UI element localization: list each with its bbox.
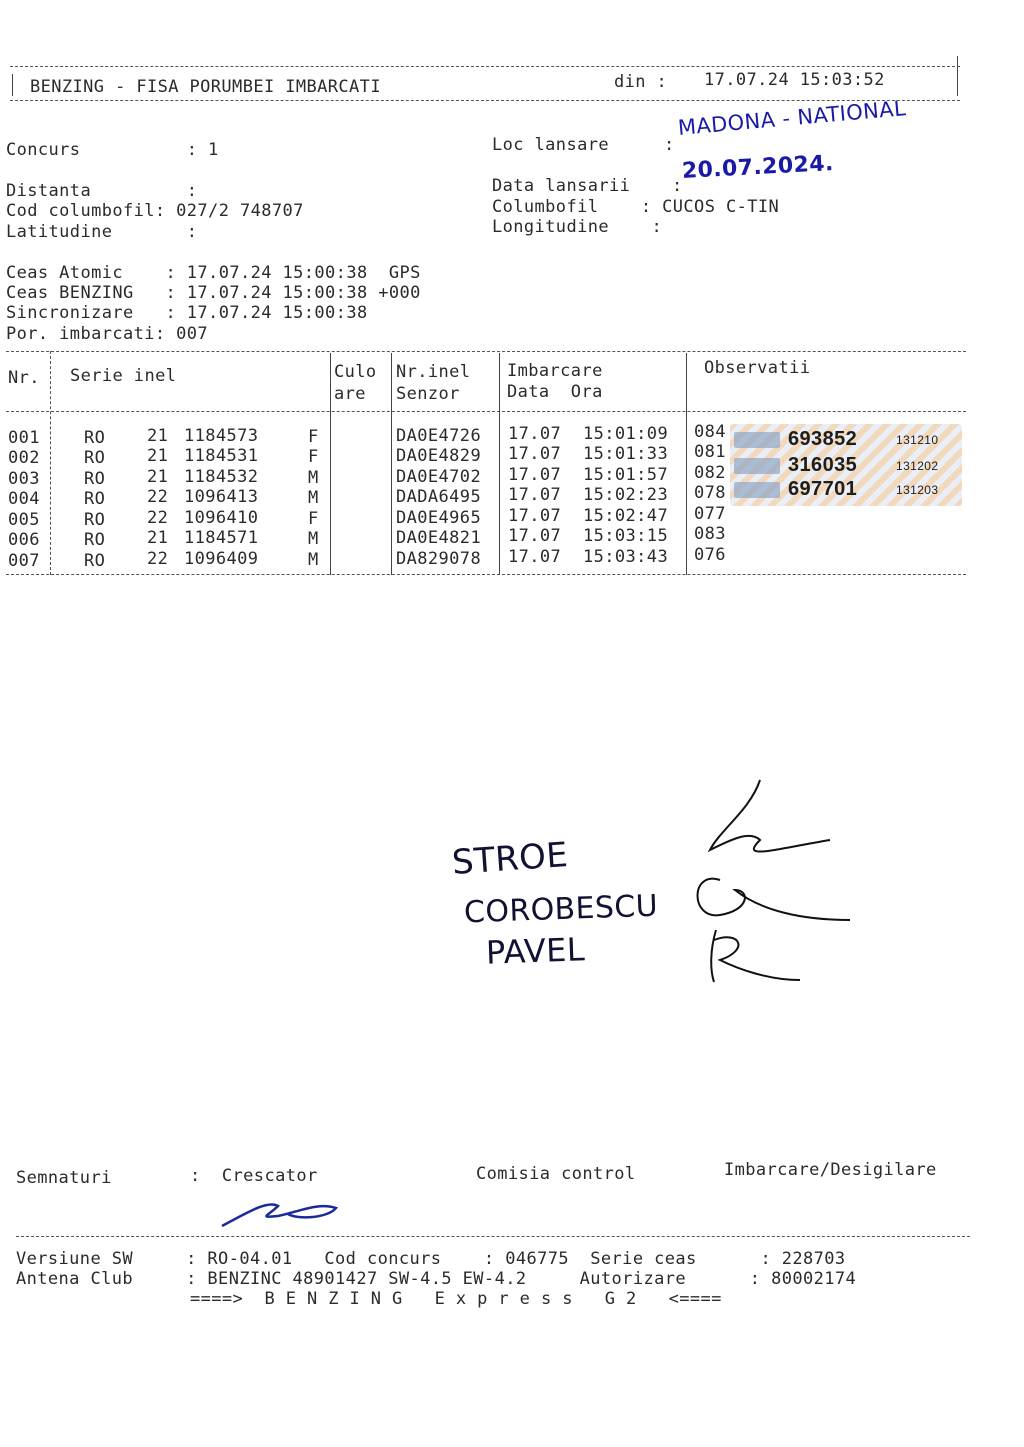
header-senzor: Senzor [396, 384, 460, 404]
row-nr: 003 [8, 469, 40, 489]
seal-sticker-3 [730, 478, 962, 502]
row-ring: 1096410 [184, 508, 259, 528]
row-nr: 005 [8, 510, 40, 530]
row-date: 17.07 [508, 424, 562, 444]
row-date: 17.07 [508, 485, 562, 505]
seal-sticker-2 [730, 454, 962, 478]
row-sex: F [308, 447, 319, 467]
seal-number: 316035 [788, 454, 858, 476]
imbarcare-desigilare-label: Imbarcare/Desigilare [724, 1160, 937, 1180]
row-country: RO [84, 428, 106, 448]
row-time: 15:03:43 [583, 547, 669, 567]
row-sex: F [308, 427, 319, 447]
seal-code: 131203 [896, 483, 939, 497]
col-divider-2 [330, 353, 331, 575]
seal-sticker-1 [730, 428, 962, 452]
row-nr: 001 [8, 428, 40, 448]
columbofil-field: Columbofil : CUCOS C-TIN [492, 197, 780, 217]
row-country: RO [84, 469, 106, 489]
header-top-border [10, 66, 960, 67]
table-bottom-border [6, 574, 966, 575]
row-ring: 1184531 [184, 446, 259, 466]
row-obs: 081 [694, 442, 726, 462]
row-sensor: DA0E4829 [396, 446, 482, 466]
row-year: 21 [147, 467, 169, 487]
din-label: din : [614, 72, 668, 92]
row-date: 17.07 [508, 465, 562, 485]
row-country: RO [84, 551, 106, 571]
header-data-ora: Data Ora [507, 382, 603, 402]
crescator-signature [218, 1192, 358, 1232]
header-culo: Culo [334, 362, 377, 382]
row-time: 15:01:33 [583, 444, 669, 464]
row-sensor: DA829078 [396, 549, 482, 569]
row-time: 15:03:15 [583, 526, 669, 546]
header-nr-inel: Nr.inel [396, 362, 471, 382]
row-ring: 1184573 [184, 426, 259, 446]
row-date: 17.07 [508, 547, 562, 567]
signatures-graphic [680, 770, 880, 1010]
row-nr: 004 [8, 489, 40, 509]
por-imbarcati-field: Por. imbarcati: 007 [6, 324, 209, 344]
footer-line-3: ====> B E N Z I N G E x p r e s s G 2 <==== [190, 1289, 722, 1309]
row-year: 22 [147, 508, 169, 528]
col-divider-5 [686, 353, 687, 575]
comisia-control-label: Comisia control [476, 1164, 636, 1184]
row-year: 22 [147, 487, 169, 507]
row-sex: M [308, 468, 319, 488]
row-year: 21 [147, 528, 169, 548]
data-lansarii-colon: : [672, 176, 683, 196]
row-sensor: DA0E4965 [396, 508, 482, 528]
footer-separator [16, 1236, 970, 1237]
sincronizare-field: Sincronizare : 17.07.24 15:00:38 [6, 303, 368, 323]
header-imbarcare: Imbarcare [507, 361, 603, 381]
longitudine-field: Longitudine : [492, 217, 663, 237]
header-left-border [12, 74, 13, 96]
seal-barcode-icon [734, 458, 780, 474]
crescator-label: : Crescator [190, 1166, 318, 1186]
ceas-benzing-field: Ceas BENZING : 17.07.24 15:00:38 +000 [6, 283, 421, 303]
footer-line-1: Versiune SW : RO-04.01 Cod concurs : 046775 Serie ceas : 228703 [16, 1249, 846, 1269]
concurs-field: Concurs : 1 [6, 140, 219, 160]
row-sensor: DADA6495 [396, 487, 482, 507]
handwritten-name-1: STROE [450, 834, 570, 884]
col-divider-4 [499, 353, 500, 575]
row-date: 17.07 [508, 506, 562, 526]
row-country: RO [84, 530, 106, 550]
header-observatii: Observatii [704, 358, 811, 378]
header-nr: Nr. [8, 368, 40, 388]
cod-columbofil-field: Cod columbofil: 027/2 748707 [6, 201, 304, 221]
row-date: 17.07 [508, 526, 562, 546]
row-obs: 077 [694, 504, 726, 524]
row-year: 21 [147, 446, 169, 466]
din-timestamp: 17.07.24 15:03:52 [704, 70, 885, 90]
row-sex: M [308, 529, 319, 549]
row-ring: 1096409 [184, 549, 259, 569]
header-serie-inel: Serie inel [70, 366, 177, 386]
row-nr: 007 [8, 551, 40, 571]
row-ring: 1184532 [184, 467, 259, 487]
handwritten-name-3: PAVEL [485, 930, 586, 972]
row-time: 15:01:57 [583, 465, 669, 485]
header-bottom-border [10, 100, 960, 101]
header-right-border [957, 56, 958, 96]
row-ring: 1184571 [184, 528, 259, 548]
row-country: RO [84, 489, 106, 509]
seal-barcode-icon [734, 482, 780, 498]
row-date: 17.07 [508, 444, 562, 464]
col-divider-1 [50, 351, 51, 575]
loc-lansare-handwritten: MADONA - NATIONAL [676, 96, 907, 140]
handwritten-name-2: COROBESCU [463, 888, 659, 931]
seal-code: 131202 [896, 459, 939, 473]
seal-code: 131210 [896, 433, 939, 447]
row-obs: 076 [694, 545, 726, 565]
row-time: 15:01:09 [583, 424, 669, 444]
row-obs: 078 [694, 483, 726, 503]
table-header-separator [6, 411, 966, 412]
row-sex: M [308, 488, 319, 508]
seal-number: 697701 [788, 478, 858, 500]
row-country: RO [84, 510, 106, 530]
row-sensor: DA0E4726 [396, 426, 482, 446]
row-sex: F [308, 509, 319, 529]
table-top-border [6, 351, 966, 352]
row-time: 15:02:47 [583, 506, 669, 526]
document-title: BENZING - FISA PORUMBEI IMBARCATI [30, 77, 381, 97]
row-sex: M [308, 550, 319, 570]
loc-lansare-colon: : [664, 135, 675, 155]
row-obs: 082 [694, 463, 726, 483]
row-nr: 006 [8, 530, 40, 550]
row-year: 22 [147, 549, 169, 569]
distanta-field: Distanta : [6, 181, 198, 201]
seal-sticker-block [730, 424, 962, 506]
col-divider-3 [391, 353, 392, 575]
row-time: 15:02:23 [583, 485, 669, 505]
row-year: 21 [147, 426, 169, 446]
latitudine-field: Latitudine : [6, 222, 198, 242]
footer-line-2: Antena Club : BENZINC 48901427 SW-4.5 EW-4.2 Autorizare : 80002174 [16, 1269, 857, 1289]
seal-number: 693852 [788, 428, 858, 450]
ceas-atomic-field: Ceas Atomic : 17.07.24 15:00:38 GPS [6, 263, 421, 283]
semnaturi-label: Semnaturi [16, 1168, 112, 1188]
row-obs: 084 [694, 422, 726, 442]
loc-lansare-label: Loc lansare [492, 135, 609, 155]
row-country: RO [84, 448, 106, 468]
row-nr: 002 [8, 448, 40, 468]
data-lansarii-handwritten: 20.07.2024. [681, 151, 835, 184]
row-ring: 1096413 [184, 487, 259, 507]
row-sensor: DA0E4702 [396, 467, 482, 487]
row-sensor: DA0E4821 [396, 528, 482, 548]
seal-barcode-icon [734, 432, 780, 448]
row-obs: 083 [694, 524, 726, 544]
header-are: are [334, 384, 366, 404]
data-lansarii-label: Data lansarii [492, 176, 631, 196]
